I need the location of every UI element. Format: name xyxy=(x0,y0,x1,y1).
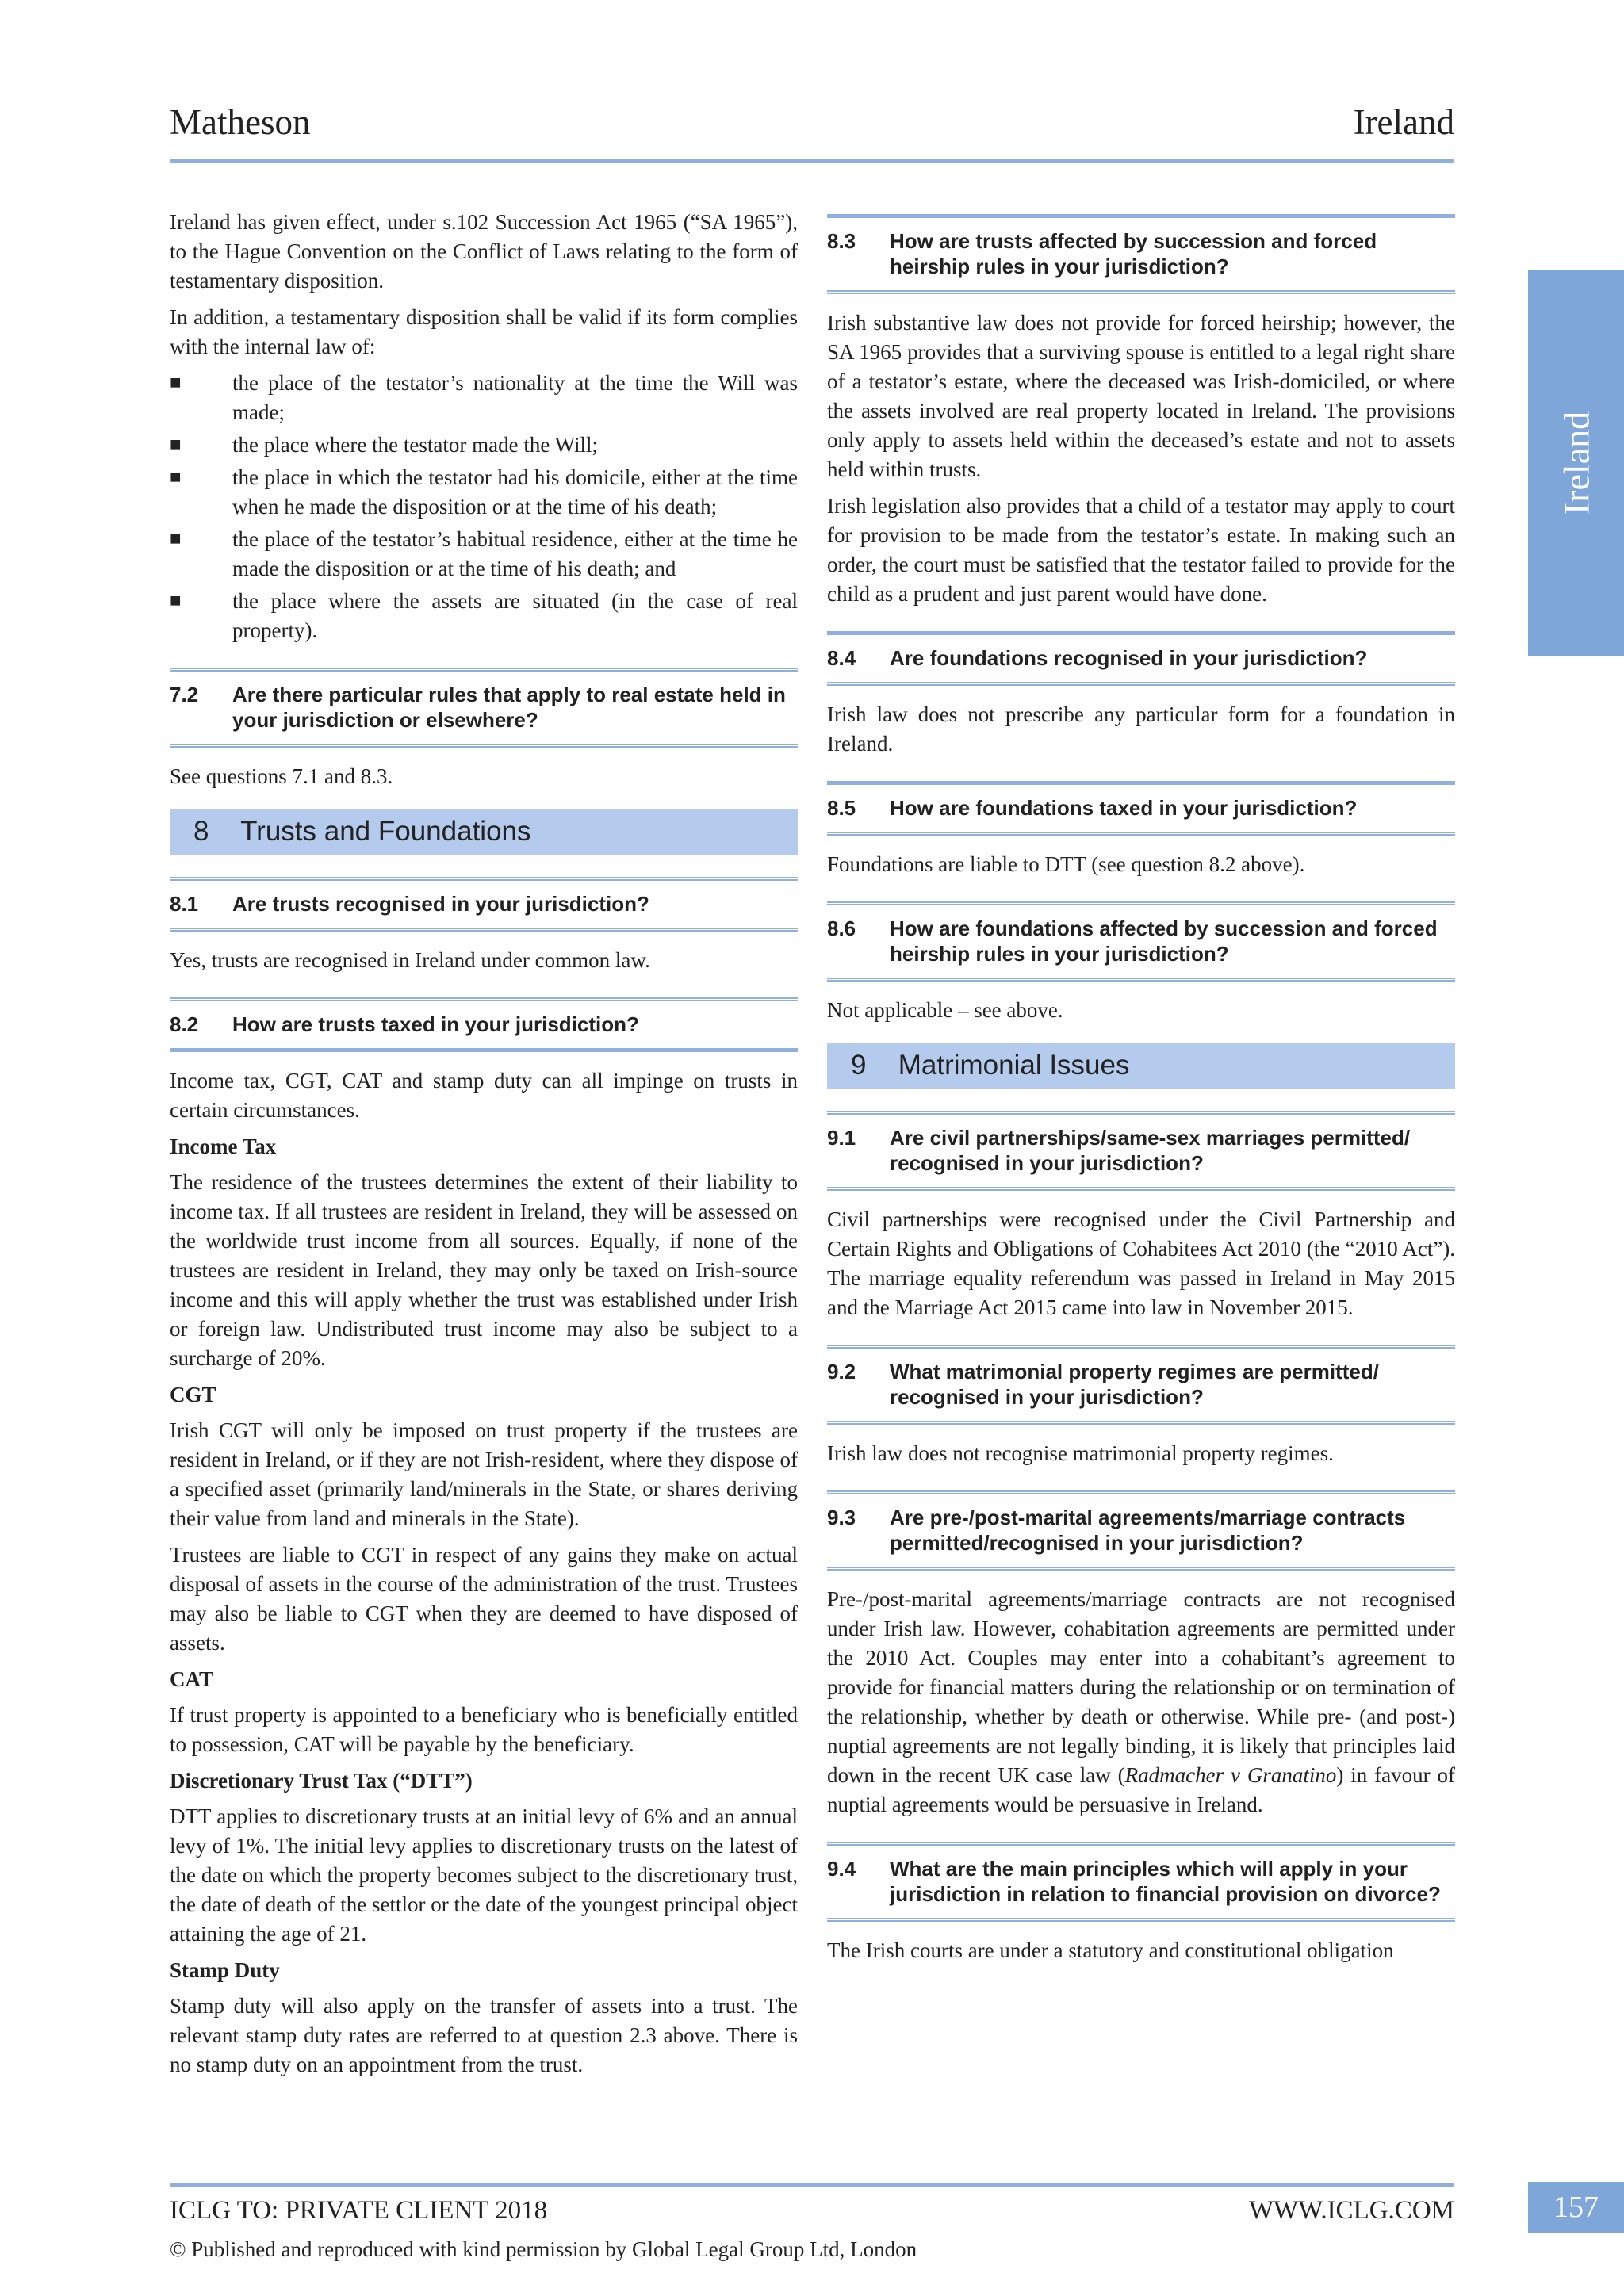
question-heading-8-1 xyxy=(170,877,798,932)
paragraph: Ireland has given effect, under s.102 Succession Act 1965 (“SA 1965”), to the Hague Convention on the Conflict of Laws relating to the form of testamentary disposition. xyxy=(170,210,798,293)
paragraph: Stamp duty will also apply on the transfer of assets into a trust. The relevant stamp duty rates are referred to at question 2.3 above. There is no stamp duty on an appointment from the trust. xyxy=(170,1994,798,2076)
question-text: How are trusts taxed in your jurisdiction? xyxy=(232,1012,639,1036)
paragraph: Irish CGT will only be imposed on trust property if the trustees are resident in Ireland, or if they are not Irish-resident, where they dispose of a specified asset (primarily land/minerals in the State, or shares deriving their value from land and minerals in the State). xyxy=(170,1418,798,1530)
firm-name: Matheson xyxy=(170,102,311,142)
question-text: How are foundations taxed in your jurisdiction? xyxy=(890,796,1358,820)
paragraph: Trustees are liable to CGT in respect of any gains they make on actual disposal of assets in the course of the administration of the trust. Trustees may also be liable to CGT when they are deemed to have disposed of assets. xyxy=(170,1543,798,1655)
bullet-icon: ■ xyxy=(170,591,182,611)
subheading-dtt: Discretionary Trust Tax (“DTT”) xyxy=(170,1769,473,1793)
section-number: 9 xyxy=(851,1050,867,1081)
left-column xyxy=(170,208,798,2087)
question-heading-8-2 xyxy=(170,997,798,1052)
question-number: 9.2 xyxy=(827,1360,856,1383)
list-item-text: the place in which the testator had his domicile, either at the time when he made the disposition or at the time of his death; xyxy=(232,465,798,519)
question-heading-9-3 xyxy=(827,1490,1455,1571)
website-link[interactable]: WWW.ICLG.COM xyxy=(1248,2196,1454,2225)
question-heading-9-4 xyxy=(827,1842,1455,1922)
question-number: 8.1 xyxy=(170,892,199,916)
section-heading-9 xyxy=(827,1043,1455,1089)
subheading-cat: CAT xyxy=(170,1667,214,1691)
list-item-text: the place of the testator’s habitual residence, either at the time he made the disposition or at the time of his death; and xyxy=(232,527,798,580)
question-number: 9.3 xyxy=(827,1506,856,1529)
question-heading-7-2 xyxy=(170,668,798,748)
paragraph: DTT applies to discretionary trusts at an initial levy of 6% and an annual levy of 1%. The initial levy applies to discretionary trusts on the latest of the date on which the property becomes subject to the discretionary trust, the date of death of the settlor or the date of the youngest principal object attaining the age of 21. xyxy=(170,1804,798,1946)
question-number: 9.1 xyxy=(827,1126,856,1150)
publication-title: ICLG TO: PRIVATE CLIENT 2018 xyxy=(170,2196,548,2225)
subheading-income-tax: Income Tax xyxy=(170,1135,277,1158)
answer-text-part: Pre-/post-marital agreements/marriage contracts are not recognised under Irish law. However, cohabitation agreements are permitted under the 2010 Act. Couples may enter into a cohabitant’s agreement to provide for financial matters during the relationship or on termination of the relationship, whether by death or otherwise. While pre- (and post-) nuptial agreements are not legally binding, it is likely that principles laid down in the recent UK case law ( xyxy=(827,1587,1455,1787)
section-heading-8 xyxy=(170,809,798,855)
side-tab xyxy=(1528,270,1624,656)
side-tab-label: Ireland xyxy=(1556,411,1596,515)
question-number: 8.3 xyxy=(827,229,856,253)
case-name: Radmacher v Granatino xyxy=(1124,1763,1337,1787)
section-title: Matrimonial Issues xyxy=(898,1050,1130,1081)
question-number: 8.6 xyxy=(827,916,856,940)
answer-text: Irish law does not prescribe any particular form for a foundation in Ireland. xyxy=(827,702,1455,756)
answer-text: Irish law does not recognise matrimonial property regimes. xyxy=(827,1441,1334,1465)
question-heading-8-3 xyxy=(827,214,1455,294)
question-text: How are trusts affected by succession and forced heirship rules in your jurisdiction? xyxy=(890,229,1377,278)
list-item xyxy=(170,525,798,584)
answer-text: Civil partnerships were recognised under the Civil Partnership and Certain Rights and Obligations of Cohabitees Act 2010 (the “2010 Act”). The marriage equality referendum was passed in Ireland in May 2015 and the Marriage Act 2015 came into law in November 2015. xyxy=(827,1207,1455,1319)
copyright-notice: © Published and reproduced with kind permission by Global Legal Group Ltd, London xyxy=(170,2237,917,2261)
question-heading-8-5 xyxy=(827,781,1455,836)
footer-rule xyxy=(170,2183,1454,2187)
question-number: 8.2 xyxy=(170,1012,199,1036)
answer-text: Yes, trusts are recognised in Ireland under common law. xyxy=(170,948,650,972)
question-text: What matrimonial property regimes are permitted/ recognised in your jurisdiction? xyxy=(890,1360,1379,1409)
bullet-icon: ■ xyxy=(170,529,182,549)
question-heading-9-1 xyxy=(827,1111,1455,1191)
question-number: 9.4 xyxy=(827,1857,856,1881)
question-text: Are civil partnerships/same-sex marriages permitted/ recognised in your jurisdiction? xyxy=(890,1126,1411,1175)
question-text: Are trusts recognised in your jurisdiction? xyxy=(232,892,649,916)
question-heading-8-6 xyxy=(827,901,1455,982)
question-text: How are foundations affected by succession and forced heirship rules in your jurisdiction? xyxy=(890,916,1438,966)
answer-text: Irish substantive law does not provide for forced heirship; however, the SA 1965 provides that a surviving spouse is entitled to a legal right share of a testator’s estate, where the deceased was Irish-domiciled, or where the assets involved are real property located in Ireland. The provisions only apply to assets held within the deceased’s estate and not to assets held within trusts. xyxy=(827,311,1455,481)
list-item-text: the place where the testator made the Will; xyxy=(232,433,598,457)
bullet-list xyxy=(170,369,798,645)
question-text: Are foundations recognised in your jurisdiction? xyxy=(890,646,1368,670)
right-column xyxy=(827,208,1455,1973)
bullet-icon: ■ xyxy=(170,373,182,393)
paragraph: If trust property is appointed to a beneficiary who is beneficially entitled to possession, CAT will be payable by the beneficiary. xyxy=(170,1703,798,1756)
section-title: Trusts and Foundations xyxy=(240,816,531,847)
paragraph: In addition, a testamentary disposition shall be valid if its form complies with the internal law of: xyxy=(170,305,798,358)
bullet-icon: ■ xyxy=(170,434,182,455)
list-item xyxy=(170,430,798,460)
header-rule xyxy=(170,159,1454,163)
bullet-icon: ■ xyxy=(170,467,182,488)
jurisdiction-title: Ireland xyxy=(1353,102,1454,142)
question-number: 7.2 xyxy=(170,683,199,706)
question-number: 8.5 xyxy=(827,796,856,820)
question-text: Are there particular rules that apply to real estate held in your jurisdiction or elsewhere? xyxy=(232,683,786,732)
answer-text: The Irish courts are under a statutory and constitutional obligation xyxy=(827,1938,1394,1962)
section-number: 8 xyxy=(193,816,209,847)
answer-text: Foundations are liable to DTT (see question 8.2 above). xyxy=(827,852,1305,876)
question-text: Are pre-/post-marital agreements/marriage contracts permitted/recognised in your jurisdiction? xyxy=(890,1506,1406,1555)
list-item xyxy=(170,463,798,522)
answer-text: Not applicable – see above. xyxy=(827,998,1063,1022)
question-number: 8.4 xyxy=(827,646,856,670)
question-heading-8-4 xyxy=(827,631,1455,686)
answer-text: Irish legislation also provides that a child of a testator may apply to court for provision to be made from the testator’s estate. In making such an order, the court must be satisfied that the testator failed to provide for the child as a prudent and just parent would have done. xyxy=(827,494,1455,606)
list-item-text: the place of the testator’s nationality at the time the Will was made; xyxy=(232,371,798,424)
list-item xyxy=(170,587,798,645)
question-heading-9-2 xyxy=(827,1345,1455,1425)
answer-text-part: ) in favour of nuptial agreements would be persuasive in Ireland. xyxy=(827,1763,1455,1816)
list-item xyxy=(170,369,798,427)
subheading-cgt: CGT xyxy=(170,1383,216,1406)
answer-text: Income tax, CGT, CAT and stamp duty can all impinge on trusts in certain circumstances. xyxy=(170,1069,798,1122)
page-number: 157 xyxy=(1528,2182,1624,2233)
subheading-stamp-duty: Stamp Duty xyxy=(170,1958,280,1982)
paragraph: The residence of the trustees determines the extent of their liability to income tax. If all trustees are resident in Ireland, they will be assessed on the worldwide trust income from all sources. Equally, if none of the trustees are resident in Ireland, they may only be taxed on Irish-source income and this will apply whether the trust was established under Irish or foreign law. Undistributed trust income may also be subject to a surcharge of 20%. xyxy=(170,1170,798,1370)
question-text: What are the main principles which will apply in your jurisdiction in relation to financial provision on divorce? xyxy=(890,1857,1441,1906)
answer-text xyxy=(827,1585,1455,1820)
list-item-text: the place where the assets are situated (in the case of real property). xyxy=(232,589,798,642)
answer-text: See questions 7.1 and 8.3. xyxy=(170,764,393,788)
